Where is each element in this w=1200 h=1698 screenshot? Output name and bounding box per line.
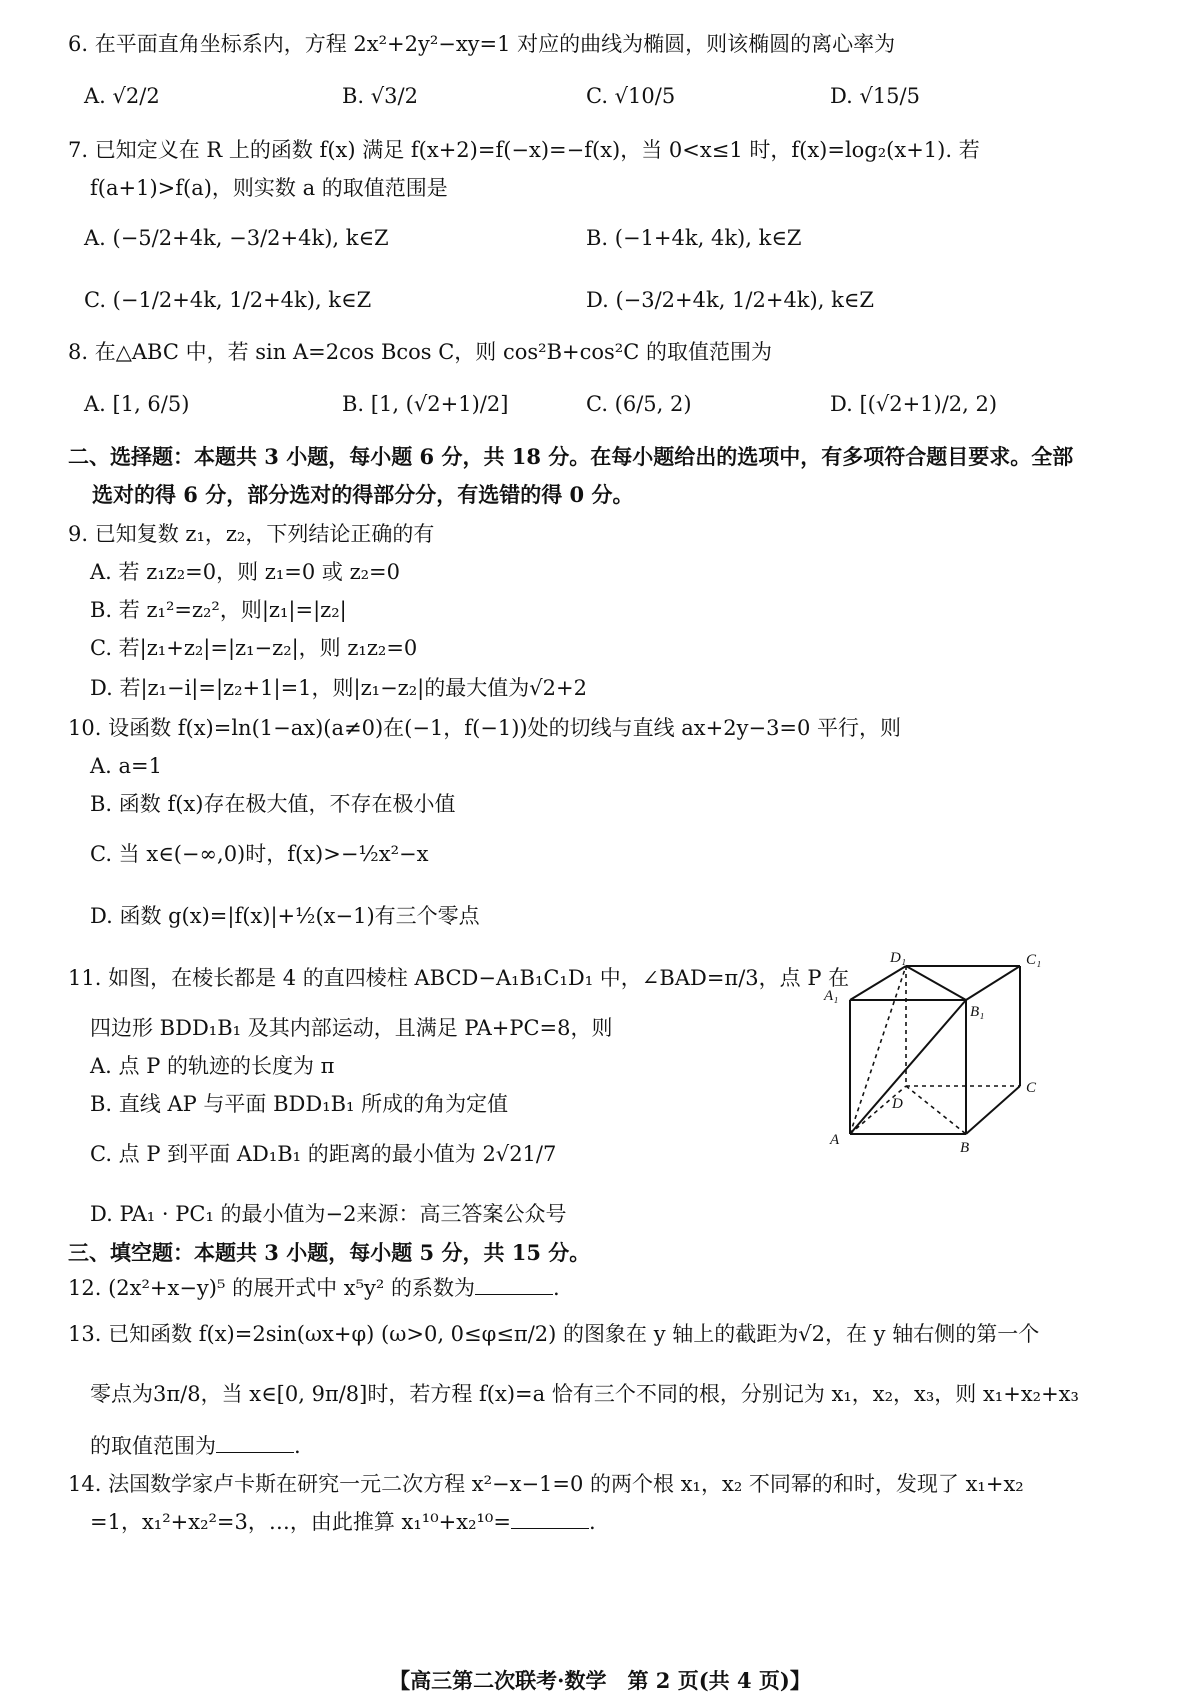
q14-stem-line2: =1，x₁²+x₂²=3，…，由此推算 x₁¹⁰+x₂¹⁰=	[90, 1510, 511, 1534]
label-b: B	[960, 1140, 970, 1156]
q9-stem: 9. 已知复数 z₁，z₂，下列结论正确的有	[68, 522, 435, 546]
q7-option-a: A. (−5/2+4k, −3/2+4k), k∈Z	[84, 226, 389, 250]
q12-stem: 12. (2x²+x−y)⁵ 的展开式中 x⁵y² 的系数为	[68, 1276, 475, 1300]
q11-option-b: B. 直线 AP 与平面 BDD₁B₁ 所成的角为定值	[90, 1092, 509, 1116]
label-c: C	[1026, 1080, 1037, 1096]
q7-option-b: B. (−1+4k, 4k), k∈Z	[586, 226, 802, 250]
q10-option-a: A. a=1	[90, 754, 162, 778]
q11-stem-line2: 四边形 BDD₁B₁ 及其内部运动，且满足 PA+PC=8，则	[90, 1016, 613, 1040]
label-d1: D₁	[890, 950, 907, 966]
q13-end: .	[294, 1434, 301, 1458]
q9-option-a: A. 若 z₁z₂=0，则 z₁=0 或 z₂=0	[90, 560, 401, 584]
q8-options	[0, 392, 1200, 426]
q7-options-row1	[0, 226, 1200, 260]
q11-option-c: C. 点 P 到平面 AD₁B₁ 的距离的最小值为 2√21/7	[90, 1142, 557, 1166]
q6-option-d: D. √15/5	[830, 84, 920, 108]
q6-stem: 6. 在平面直角坐标系内，方程 2x²+2y²−xy=1 对应的曲线为椭圆，则该椭圆的离心率为	[68, 32, 896, 56]
label-d: D	[892, 1096, 903, 1112]
q10-option-b: B. 函数 f(x)存在极大值，不存在极小值	[90, 792, 456, 816]
q14-stem-line1: 14. 法国数学家卢卡斯在研究一元二次方程 x²−x−1=0 的两个根 x₁，x₂ 不同幂的和时，发现了 x₁+x₂	[68, 1472, 1024, 1496]
q13-line3	[90, 1434, 301, 1459]
q7-option-d: D. (−3/2+4k, 1/2+4k), k∈Z	[586, 288, 874, 312]
q9-option-b: B. 若 z₁²=z₂²，则|z₁|=|z₂|	[90, 598, 347, 622]
q7-option-c: C. (−1/2+4k, 1/2+4k), k∈Z	[84, 288, 372, 312]
prism-figure	[820, 948, 1060, 1160]
q11-option-a: A. 点 P 的轨迹的长度为 π	[90, 1054, 335, 1078]
section2-heading-line2: 选对的得 6 分，部分选对的得部分分，有选错的得 0 分。	[92, 482, 634, 507]
q7-stem-line1: 7. 已知定义在 R 上的函数 f(x) 满足 f(x+2)=f(−x)=−f(x)，当 0<x≤1 时，f(x)=log₂(x+1). 若	[68, 138, 980, 162]
q8-option-d: D. [(√2+1)/2, 2)	[830, 392, 998, 416]
label-a1: A₁	[824, 988, 839, 1004]
q6-option-b: B. √3/2	[342, 84, 418, 108]
q11-stem-line1: 11. 如图，在棱长都是 4 的直四棱柱 ABCD−A₁B₁C₁D₁ 中，∠BAD=π/3，点 P 在	[68, 966, 850, 990]
q7-options-row2	[0, 288, 1200, 322]
q10-option-c: C. 当 x∈(−∞,0)时，f(x)>−½x²−x	[90, 842, 429, 866]
q6-option-a: A. √2/2	[84, 84, 160, 108]
q14-end: .	[588, 1510, 596, 1534]
q8-option-b: B. [1, (√2+1)/2]	[342, 392, 509, 416]
section3-heading: 三、填空题：本题共 3 小题，每小题 5 分，共 15 分。	[68, 1240, 591, 1265]
q9-option-d: D. 若|z₁−i|=|z₂+1|=1，则|z₁−z₂|的最大值为√2+2	[90, 676, 587, 700]
q12-answer-blank	[475, 1276, 553, 1295]
q8-stem: 8. 在△ABC 中，若 sin A=2cos Bcos C，则 cos²B+cos²C 的取值范围为	[68, 340, 772, 364]
page-footer: 【高三第二次联考·数学 第 2 页(共 4 页)】	[389, 1668, 811, 1693]
q14-line2	[90, 1510, 596, 1535]
label-b1: B₁	[970, 1004, 985, 1020]
q12-end: .	[552, 1276, 560, 1300]
q13-stem-line3: 的取值范围为	[90, 1434, 216, 1458]
q8-option-a: A. [1, 6/5)	[84, 392, 190, 416]
q14-answer-blank	[511, 1510, 589, 1529]
q10-option-d: D. 函数 g(x)=|f(x)|+½(x−1)有三个零点	[90, 904, 480, 928]
q9-option-c: C. 若|z₁+z₂|=|z₁−z₂|，则 z₁z₂=0	[90, 636, 418, 660]
q11-option-d: D. PA₁ · PC₁ 的最小值为−2来源：高三答案公众号	[90, 1202, 567, 1226]
q6-options	[0, 84, 1200, 124]
q12-line	[68, 1276, 560, 1301]
q13-stem-line1: 13. 已知函数 f(x)=2sin(ωx+φ) (ω>0, 0≤φ≤π/2) 的图象在 y 轴上的截距为√2，在 y 轴右侧的第一个	[68, 1322, 1040, 1346]
section2-heading-line1: 二、选择题：本题共 3 小题，每小题 6 分，共 18 分。在每小题给出的选项中，有多项符合题目要求。全部	[68, 444, 1074, 469]
label-c1: C₁	[1026, 952, 1042, 968]
label-a: A	[830, 1132, 840, 1148]
q6-option-c: C. √10/5	[586, 84, 676, 108]
q8-option-c: C. (6/5, 2)	[586, 392, 692, 416]
q7-stem-line2: f(a+1)>f(a)，则实数 a 的取值范围是	[90, 176, 448, 200]
q10-stem: 10. 设函数 f(x)=ln(1−ax)(a≠0)在(−1，f(−1))处的切线与直线 ax+2y−3=0 平行，则	[68, 716, 902, 740]
q13-stem-line2: 零点为3π/8，当 x∈[0, 9π/8]时，若方程 f(x)=a 恰有三个不同的根，分别记为 x₁，x₂，x₃，则 x₁+x₂+x₃	[90, 1382, 1079, 1406]
q13-answer-blank	[216, 1434, 294, 1453]
